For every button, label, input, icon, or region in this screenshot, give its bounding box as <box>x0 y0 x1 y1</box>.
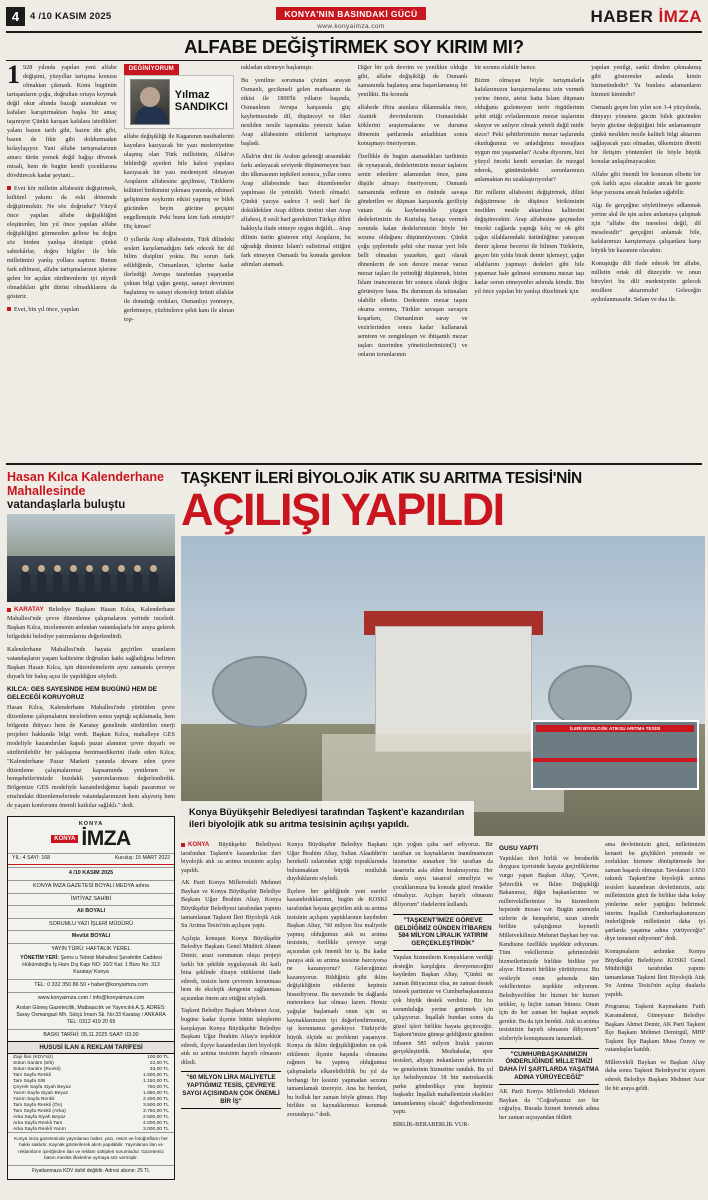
left-story-title <box>7 471 175 511</box>
main-story-city: KONYA <box>188 842 210 849</box>
imprint-address-text: Şems u Tebrizi Mahallesi Şerafettin Caddesi Hükümdoğlu İş Hanı Dış Kapı NO: 10/2 Kat: 1 Büro No: 313 Karatay/ Konya <box>22 955 162 976</box>
masthead-left <box>6 7 111 26</box>
left-story-title-line3: vatandaşlarla buluştu <box>7 498 126 511</box>
tariff-value: 33,00 TL <box>149 1066 169 1072</box>
main-story-para: BİRLİK-BERABERLİK VUR- <box>393 1122 470 1129</box>
tariff-label: Arka Sayfa Siyah Beyaz <box>13 1114 66 1120</box>
masthead <box>0 0 708 30</box>
opinion-column-1 <box>7 60 117 462</box>
main-headline: AÇILIŞI YAPILDI <box>181 484 504 536</box>
masthead-imprint-box <box>7 816 175 1179</box>
masthead-right <box>591 7 703 27</box>
imprint-logo <box>51 827 130 851</box>
column-label: DEĞİNİYORUM <box>124 64 179 75</box>
inset-label: İLERİ BİYOLOJİK ATIKSU ARITMA TESİSİ <box>536 725 694 732</box>
tariff-label: Arka Sayfa Renkli Yarım <box>13 1126 66 1132</box>
tariff-value: 2.500,00 TL <box>142 1114 169 1120</box>
main-story-subhead: GUSU YAPTI <box>499 845 539 853</box>
main-story-para: ama devletimizin gücü, milletimizin kenaeti bu güçlükleri yenmede ve zorlukları hizmete dönüştürmede her zaman başarılı olmuştur. Tavolanın 1.650 rakımlı Taşkent'ine biyolojik arıtma tesisleri kazandıran devletimizin, aziz milletimizin gücü ile birlikte daha kolay yönlerine neler yaptığını belirtmek isterim. İnşallah Cumhurbaşkanımızın önderliğinde milletimizi daha iyi şartlarda yaşatma adına yürüyeceğiz" diye temenni ediyorum" dedi. <box>605 842 705 943</box>
tariff-value: 1.500,00 TL <box>142 1072 169 1078</box>
section-label-haber: HABER <box>590 6 654 26</box>
opinion-para: Bu yenilme sorununa çözüm arayan Osmanlı, gecikmeli gelen matbaanın da etkisi ile 1800'lü yılların başında, Osmanlının Avrupa karşısında güç kaybetmesinde dil, düşünceyi ve fikri nesilden nesile taşımakta yetersiz kalan Arap alfabesinin etkilerini tartışmaya başladı. <box>240 76 351 147</box>
opinion-para: Diğer bir çok devrim ve yenilikte olduğu gibi, alfabe değişikliği de Osmanlı zamanında başlamış ama başarılamamış bir yenilikti. Bu konuda <box>357 64 468 98</box>
imprint-copyright-note: Konya imza gazetesinde yayınlanan haber, yazı, resim ve fotoğrafların her hakkı saklıdır. Kaynak gösterilerek alıntı yapılabilir. Yayınlanan ilan ve reklamların içeriğinden ilan ve reklam sahipleri sorumludur. Gazetemiz basın meslek ilkelerine uymaya söz vermiştir. <box>8 1132 174 1164</box>
main-story-para: Milletvekili Baykan ve Başkan Altay daha sonra Taşkent Belediyesi'ni ziyaret ederek Belediye Başkanı Mehmet Acar ile bir araya geldi. <box>605 1059 705 1092</box>
imprint-issue-row <box>8 853 174 862</box>
brand-slogan: KONYA'NIN BASINDAKİ GÜCÜ <box>276 7 425 20</box>
opinion-para-text: Evet, bin yıl önce, yapılan <box>14 305 79 313</box>
opinion-para: Alfabe gibi önemli bir konunun elbette bir çok farklı açısı olacaktır ancak bir gazete köşe yazısına ancak buladan sığabilir. <box>591 170 701 196</box>
left-story-title-line2: Mahallesinde <box>7 483 86 498</box>
main-story-column-2 <box>287 841 387 1134</box>
left-story-para: Hasan Kılca, Kalenderhane Mahallesi'nde yürütülen çevre düzenleme çalışmalarını incelediren sonra yaptığı açıklamada, hem bölgenin ihtiyacı hem de Karatay genelinde sürdürülen enerji projeleri hakkında bilgi verdi. Başkan Kılca, mahalleye GES modeliyle kazandırılan kapalı pazar alanının çevre duyarlı ve sürdürülebilir bir yaklaşıma benimsedikerini ifade eden Kılca; "Kalenderhane Pazar Marketi yanında devam eden çevre düzenleme çalışmalarımız kapsamında yenilenen ve hemşehrilerimizde buzdaklı yatırımlarımızı değerlendirdik. Bölgemize GES modeliyle kazandırdığımız kapalı pazarımız ve etrafındaki düzenlemelerinde vatandaşlarımızın hem alışveriş hem de yaşam konforunu önemli katkılar sağlıklı." dedi. <box>7 703 175 810</box>
imprint-print-time: BASKI TARİHİ: 05.11.2025 SAAT: 03.00 <box>8 1029 174 1042</box>
tariff-value: 2.400,00 TL <box>142 1096 169 1102</box>
imprint-founded: Kuruluş: 15 MART 2022 <box>114 855 170 862</box>
tariff-value: 1.150,00 TL <box>142 1078 169 1084</box>
imprint-address <box>8 955 174 979</box>
tariff-value: 1.850,00 TL <box>142 1090 169 1096</box>
imprint-logo-imza: İMZA <box>81 827 131 851</box>
opinion-para: Bizim olmayan böyle tartışmalarla kafalarımızın karıştırmalarına izin vermek yerine öteniz, ateist hatta İslam düşmanı olduğunu gizlemeyen terör örgütlerinin şehit ettiği evlatlarımızın mezar taşlarının okuyor ve anlıyor olmak yeterli değil midir sizce? Peki şehitlerimizin mezar taşlarında okuduğumuz ve anladığımız mesajlara uygun mu yaşananlar? Acaba diyorum, bizi yüzyıl önceki kendi sorunları ile mezgul ederek, günümüzdeki sorunlarımızı anlamaktan mı uzaklaştırıyorlar? <box>474 76 585 183</box>
main-story-para: Yapılan hizmetlerin Konyalıların verdiği desteğin karşılığını deveyemeceğini kaydeden Başkan Altay, "Çünkü ne zaman ihtiyacımız olsa, ne zaman destek istesek partimize ve Cumhurbaşkanımıza çok büyük destek verdiniz. Biz bu sorumluluğu yerine getirmek için çalışıyoruz. İnşallah bundan sonra da güzel işleri birlikte hayata geçireceğiz. Taşkent'imize güneşe geldiğimiz gündem itibaren 585 milyon liralık yatırım gerçekleştirdik. Mezbahalar, spor tesisleri, altyapı imkanlarını şehrimizin ve genelerinin hizmetine sunduk. Bu yıl içe belediyemize 18 bin metrekarelik parke gönderdikçe yine hepimiz başkadır. İnşallah mahallemizin eksikleri tamamlanmış olacak" değerlendirmesini yaptı. <box>393 955 493 1116</box>
imprint-brand <box>8 817 174 853</box>
main-story <box>181 471 705 1180</box>
main-story-body <box>181 841 705 1134</box>
imprint-phone[interactable]: TEL: 0 332 350 86 50 • haber@konyaimza.com <box>8 979 174 992</box>
imprint-web[interactable]: www.konyaimza.com / info@konyaimza.com <box>8 992 174 1005</box>
imprint-printer-text: Arslan Güneş Gazetecilik, Matbaacılık ve Yayıncılık A.Ş. ADRES: Saray Osmangazi Mh. Sütçü İmam Sk. No:33 Karatay / ANKARA TEL: 0312 419 20 69 <box>16 1004 166 1025</box>
imprint-printer <box>8 1005 174 1029</box>
opinion-para: alfabede iftira atanlara dâlanmakla önce, Atatürk devrimlerinin Osmanlıdaki köklerini araştırmalarını ve durumu dönemin şartlarında anladıktan sonra konuşmayı öneriyorum. <box>357 103 468 147</box>
main-story-photo <box>181 536 705 836</box>
main-headline-kicker: TAŞKENT İLERİ BİYOLOJİK ATIK SU ARITMA TESİSİ'NİN <box>181 470 582 487</box>
tariff-value: 22,00 TL <box>149 1060 169 1066</box>
imprint-address-label: YÖNETİM YERİ: <box>20 955 59 962</box>
left-story-title-line1: Hasan Kılca Kalenderhane <box>7 470 165 484</box>
main-story-column-3 <box>393 841 493 1134</box>
bullet-icon <box>7 186 11 190</box>
imprint-brand-top: KONYA <box>78 821 104 828</box>
main-story-para: İlçelere her geldiğinde yeni eserler kazandırdıklarının, bugün de KOSKİ tarafından hayata geçirilen atık su arıtma tesisinin açılışını yaptıklarının kaydeden Başkan Altay, "60 milyon lira maliyetle yapmış olduğumuz atık su arıtma tesisinin, özellikle çevreye saygı açısından çok önemli bir iş. Bu kadar paraya atık su arıtma tesisine harcıyorsa ne kazanıyoruz? Geleceğimizi kazanıyoruz. Bildiğiniz gibi iklim değişikliğinin etkilerini hepimiz hissediyoruz. Bu mevzinde bu dağlarda meterekece kar olması lazım. Hemiz yağışlar başlamadı onun için su kaynaklarımızın iyi değerlendirmemiz, işi korumamız gerekiyor. Türkiye'de büyük ölçüde su problemi yaşanıyor. Konya da iklim değişikliğinden en çok etkilenen ilçenin başında olmasına rağmen bu yapmış olduğumuz çalışmalarla elkarebilirlilik bu yıl da berhangi bir kesinti yapmadan sezonu tamamlamak üzereyiz. Ana bu bereket, bu bolluk her zaman böyle gitmez. Hep birlikte su kaynaklarımızı korumak zorundayız." dedi. <box>287 888 387 1118</box>
left-story <box>7 471 175 1180</box>
main-story-column-1 <box>181 841 281 1134</box>
author-last-name: SANDIKCI <box>174 100 228 113</box>
imprint-price-note: Fiyatlanmaza KDV dahil değildir. Adresi abone: 25 TL <box>8 1165 174 1179</box>
opinion-para: Özellikle de bugün atamadıkları tarihimiz de oynayarak, dedelerimizin mezar taşlarını senin edenlere adamından önce, şunu düşüle almayı öneriyorum; Osmanlı zamanında erdimin en önünde savaşa gönderilen ve düşman karşısında geriliyip vatanı da kaybetmekle yüzgen dedelerimizin de Kurtuluş Savaşı vermek zorunda kalan dedelerimizin böyle bir sorunu olduğunu düşünmüyorum. Çünkü çoğu çeplerinde şehit olur mezar yeri bile belli olmadan yazarken, gazi olarak dönenlerin de son dereze mezar varsız mezar taşları ile yetindiği düşünmek, bizim İslam inancımızın bir sonucu olarak doğru görünüyor bana. Bu durumun da istisnaları olabilir elbette. Dedesinin mezar taşını okuma sorunu, Türkler savaşan savaşcu koşarken, Osmanlının saray ve vezirlerinden sonra kadar kullanarak semiren ve zenginleşen ve ihtişamlı mezar taşları üzerinden yöneticilerimizin(!) ve onların torunlarının <box>357 152 468 358</box>
bullet-icon <box>7 307 11 311</box>
tariff-label: Sütun Santim (Renkli) <box>13 1066 61 1072</box>
tariff-value: 100,00 TL <box>147 1054 169 1060</box>
left-story-lead <box>7 605 175 642</box>
left-story-photo <box>7 514 175 602</box>
masthead-center <box>111 4 590 30</box>
tariff-label: Tam Sayfa S/B <box>13 1078 46 1084</box>
author-photo <box>130 79 170 125</box>
tariff-value: 3.750,00 TL <box>142 1108 169 1114</box>
opinion-para: Allah'ın dini ile Arabın geleneği arasındaki farkı anlayacak seviyede düşünemeyen bazı din ülkmasının tepkileri sonucu, yıllar sonra Arap alfabesinde bazı düzenlemeler yapılması ile yetinildi. Yeterli olmadı!. Çünkü yazıya sadece 3 sesli harf ile doküldeklen Arap dilinin üretini olan Arap alfabesi, 8 sesli harf gerektiren Türkçe dilini hakkıyla ifade etmeye uygun değildi... Arap dilinin üstün gösteren etiçi Arapların, bu uğradığı dinimiz İslam'ı sulistimal ettiğini fark etmeyen Osmanlı bu konuda gereken adımları atamadı. <box>240 152 351 268</box>
bullet-icon <box>7 608 11 612</box>
bullet-icon <box>181 843 185 847</box>
main-story-para: AK Parti Konya Milletvekili Mehmet Baykan ve Konya Büyükşehir Belediye Başkanı Uğur İbrahim Altay, Konya Büyükşehir Belediyesi tarafından yapımı tamamlanan Taşkent İleri Biyolojik Atık Su Arıtma Tesisi'nin açılışını yaptı. <box>181 880 281 930</box>
main-story-para: Programa; Taşkent Kaymakamı Fatih Karamahmut, Güneysınır Belediye Başkanı Ahmet Demir, AK Parti Taşkent İlçe Başkanı Mehmet Demirgül, MHP Taşkent İlçe Başkanı Musa Öznoy ve vatandaşlar katıldı. <box>605 1004 705 1054</box>
section-label-imza: İMZA <box>658 6 702 26</box>
left-story-lead-text: Belediye Başkanı Hasan Kılca, Kalenderhane Mahallesi'nde çevre düzenleme çalışmalarını yerinde inceledi. Başkan Kılca, incelemenin ardından vatandaşlarla bir araya gelerek bölgedeki belediye yatırımlarını değerlendirdi. <box>7 606 175 641</box>
left-story-subhead: KILCA: GES SAYESİNDE HEM BUGÜNÜ HEM DE GELECEĞİ KORUYORUZ <box>7 686 157 701</box>
issue-date: 4 /10 KASIM 2025 <box>30 11 112 22</box>
tariff-table <box>8 1054 174 1132</box>
tariff-header: HUSUSİ İLAN & REKLAM TARİFESİ <box>8 1041 174 1054</box>
website-url[interactable]: www.konyaimza.com <box>317 22 385 30</box>
page-number: 4 <box>6 7 25 26</box>
opinion-para-text: Evet kör milletin alfabesini değiştirmek, kültürel yakımı da eski dönemde değiştirmektir. Ne söz doğrudur? Vüzyıl önce yapılan alfabe değişikliğini eleştirenler, bin yıl önce yapılan alfabe değişikliğini görmezden gelirse bu doğru söz birden yanlışa dönüşür çünkü sahtekârlar, doğru bilgiler ile bile milletimizi yanlış yollara saptırır. Bunun fark edilmesi, alfabe tartışmalarının işlerine gelen bir açıdan sürdürenlerin iyi niyetli olmadıkları gibi dürüst olmadıklarını da gösterir. <box>7 184 117 300</box>
main-story-para: için yoğun çaba sarf ediyoruz. Bir taraftan su kaynaklarını inanılmamızın hizmetine sunarken bir taraftan da tasarrufu asla elden bırakmıyoruz. Her damla suyu tasarruf etmeliyiz ve çocuklarımıza bu konuda güzel örnekler olmalıyız. Açılışın hayırlı olmasını diliyorum" ifadelerini kullandı. <box>393 842 493 909</box>
tariff-value: 3.500,00 TL <box>142 1102 169 1108</box>
tariff-label: Yarım Sayfa Siyah Beyaz <box>13 1090 69 1096</box>
main-story-pullquote-2: "TAŞKENT'İMİZE GÖREVE GELDİĞİMİZ GÜNDEN İTİBAREN 584 MİLYON LİRALIK YATIRIM GERÇEKLEŞTİRDİK" <box>393 914 493 951</box>
main-story-pullquote-3: "CUMHURBAŞKANIMIZIN ÖNDERLİĞİNDE MİLLETİMİZİ DAHA İYİ ŞARTLARDA YAŞATMA ADINA YÜRÜYECEĞİZ" <box>499 1048 599 1085</box>
tariff-label: Tam Sayfa Renkli (Ön) <box>13 1102 63 1108</box>
main-story-para: Taşkent Belediye Başkanı Mehmet Acar, bugüne kadar ilçenin bütün taleplerini karşılayan Konya Büyükşehir Belediye Başkanı Uğur İbrahim Altay'a teşekkür ederek, ilçeye kazandırılan ileri biyolojik atık su arıtma tesisinin hayırlı olmasını diledi. <box>181 1008 281 1066</box>
opinion-para: bir sorunu olabilir bence. <box>474 64 537 71</box>
imprint-year-issue: YIL: 4 SAYI: 168 <box>12 855 50 862</box>
tariff-value: 4.000,00 TL <box>142 1120 169 1126</box>
tariff-label: Arka Sayfa Renkli Tam <box>13 1120 63 1126</box>
imprint-subtitle: KONYA İMZA GAZETESİ BOYALI MEDYA adına <box>8 880 174 893</box>
tariff-label: Tam Sayfa Renkli (Arka) <box>13 1108 66 1114</box>
tariff-value: 750,00 TL <box>147 1084 169 1090</box>
opinion-para <box>7 306 117 315</box>
main-story-para: Konya Büyükşehir Belediye Başkanı Uğur İbrahim Altay, Sultan Alaaddin'in hereketli sularından içtiği topraklarında bulunmaktan büyük mutluluk duyduklarını söyledi. <box>287 842 387 883</box>
tariff-value: 3.000,00 TL <box>142 1126 169 1132</box>
tariff-label: Tam Sayfa Renkli <box>13 1072 52 1078</box>
imprint-responsible-label: SORUMLU YAZI İŞLERİ MÜDÜRÜ <box>8 918 174 931</box>
imprint-responsible: Mevlüt BOYALI <box>8 930 174 943</box>
opinion-column-2 <box>124 64 234 462</box>
main-story-para: Yaptıkları ileri birlik ve beraberlik duygusu içerisinde hayata geçirdiklerine vurgu yapan Başkan Altay, "Çevre, Şehircilik ve İklim Değişikliği Bakanımız, diğer başkanlarımız ve milletvekillerimize bu hizmetlerin hepsinde imzası var. Bugün aramızda sizlerin de hemşehrisi, uzun süredir birlikte çalıştığımız kıymetli Milletvekilimiz Mehmet Baykan bey var. Kendisine özellikle teşekkür ediyorum. Tüm vekillerimiz şehrimizdeki hizmetlerimizde birlikte birlikte yer alıyor. Hizmeti birlikte yürütüyoruz. Bu vesileyle onun şahsında tüm vekillerimize teşekkür ediyorum. Belediyecilikte bir hizmet bir hizmet tetikler, iş hiçbir zaman bitmez. Onun için de her zaman bir başkan seçmek gerekir. Bu da işin berekti. Atık su arıtma tesisinizin hayırlı olmasını diliyorum" sözleriyle konuşmasını tamamladı. <box>499 855 599 1042</box>
left-story-para: Kalenderhane Mahallesi'nde hayata geçirilen uzunların vatandaşların yaşam kalitesine doğrudan katkı sağladığına belirten Başkan Hasan Kılca, işin düzenlemelerin aynı zamanda çevreye duyarlı bir bakış açısı ile yapıldığını söyledi. <box>7 646 175 681</box>
opinion-para: O yıllarda Arap alfabesinin, Türk dilindeki sesleri karşılamadığını fark edecek bir dil bilim disiplini yoktu. Bu sorun fark edildiğinde, Osmanlının, içlerine kadar ilerlediği Avrupa tarafından yaşayanlar çoktan bilgi çağın genişi, sanayi devrimini başlatmış ve sanayi ekonoloji ürünü silahlar ile donattığı orduları, Osmanlıyı yenmeye, gerletmeye, yüzbinlerce şehit kanı ile alınan top- <box>123 235 234 324</box>
imprint-publication-type: YAYIN TÜRÜ: HAFTALIK YEREL <box>8 943 174 956</box>
imprint-logo-k: KONYA <box>51 835 78 843</box>
main-story-pullquote-1: "60 MİLYON LİRA MALİYETLE YAPTIĞIMIZ TESİS, ÇEVREYE SAYGI AÇISINDAN ÇOK ÖNEMLİ BİR İŞ" <box>181 1071 281 1108</box>
imprint-distribution-date: 4 /10 KASIM 2025 <box>8 867 174 880</box>
opinion-para: 1928 yılında yapılan yeni alfabe değişimi, yüzyıllar tartışma konusu olmaktan çıkmadı. Konu bugünün tartışanların çoğu, doğrultan ortaya koymak değil okur altında bazağı aramaktan ve kafaları karıştırmaktan başka bir amaç taşımıyor Çünkü karışan kafalara istedikleri yalanı bazen tarih gibi, bazen din gibi, bazen de fikir gibi doldurmadan kolaylaşıyor. Yani alfabe tartışmalarının amacı türün yemek değil bağışı dövmek misali, hem de bugün kendi çocuklarına dövdürecek kadar şeytani... <box>7 60 117 179</box>
opinion-para: yapılan yenilgi, sanki dinden çıkmakmış gibi gösterenler aslında kimin hizmetindedir? Ya bunlara adamanların hizmeti kimindir? <box>591 64 701 98</box>
opinion-para: Algı ile gerçeğine söyletilmeye adlanmak yerine akıl ile işin aslını anlamaya çalışmak için "alfabe din meselesi değil, dil meselesidir" gerçeğini anlamak bile, kafalarımızı karıştırmaya çalışanlara karşı büyük bir kazanım olacaktır. <box>591 201 701 254</box>
opinion-article <box>0 60 708 462</box>
opinion-column-5 <box>474 64 584 462</box>
tariff-label: Çeyrek Sayfa Siyah Beyaz <box>13 1084 71 1090</box>
main-story-column-4 <box>499 841 599 1134</box>
main-story-lead <box>181 841 281 875</box>
opinion-column-4 <box>358 64 468 462</box>
main-story-para: Açılışta konuşan Konya Büyükşehir Belediye Başkanı Genel Müdürü Ahmet Demir, arazi sorununun oluşu projeyi farklı bir şekilde uygulayarak iki katlı bina şeklinde dizayn ettiklerini ifade ederek, tesisin hem çevrenin korunması hem de ekolojik dengenin sağlanması açısından önem arz ettiğini söyledi. <box>181 935 281 1002</box>
main-story-lead-text: Büyükşehir Belediyesi tarafından Taşkent'e kazandırılan ileri biyolojik atık su arıtma tesisinin açılışı yapıldı. <box>181 842 282 874</box>
tariff-label: Zayi İlan (KDV'siz) <box>13 1054 54 1060</box>
opinion-column-6 <box>591 64 701 462</box>
main-story-column-5 <box>605 841 705 1134</box>
opinion-para: alfabe değişikliği ile Kaganının nasihatlerini kayıdara kazıyacak bir yazı medeniyetine ulaşmış olan Türk milletinin, Allah'ın bildirdiği ayetleri bile kalesi yapılara kazıyacak bir yazı medeniyeti olmayan Arapların alfabesine geçilmesi, Türklerin kültürel birikimini yıkması yanında, zihinsel gelişimine soykırım etkisi yapmış ve bilek gücünden beyin gücüne geçişini engellemiştir. Peki bunu kim fark etmiştir? Hiç kimse! <box>123 132 234 230</box>
headline-rule <box>6 60 702 61</box>
author-box <box>124 64 234 129</box>
main-story-para: AK Parti Konya Milletvekili Mehmet Baykan da "Coğrafyamız zor bir coğrafya. Burada hizmet üretmek adına her zaman sıçrayandan öldürü <box>499 1088 599 1121</box>
tariff-label: Yarım Sayfa Renkli <box>13 1096 55 1102</box>
main-story-inset-photo <box>531 720 699 790</box>
opinion-para: Osmanlı geçen bin yılın son 3-4 yüzyılında, dünyayı yönetem gücün bilek gücünden beyin gücüne değiştiğini bile anlamamıştır çünkü nesilden nesile kaliteli bilgi aktarımı sağlayacak yazı olmadan, ülkemizin döretti bir iletişim yöntemleri ile böyle büyük konular anlaşılmayacaktır. <box>591 103 701 165</box>
opinion-para <box>7 185 117 302</box>
author-card <box>124 75 234 129</box>
opinion-column-3 <box>241 64 351 462</box>
left-story-city: KARATAY <box>14 606 44 614</box>
main-story-caption: Konya Büyükşehir Belediyesi tarafından Taşkent'e kazandırılan ileri biyolojik atık su arıtma tesisinin açılışı yapıldı. <box>181 801 474 836</box>
opinion-para: Bir milletin alfabesini değiştirmek, dilini değiştirmese de düşünce birikiminin nesilden nesile aktarılma kalitesini değiştirecektir. Arap alfabesine geçmeden önceki cağlarda yaptığı kılıç ve ok gibi çağın silahlarındaki üstünlüğüne yansıyan demir işleme becerisi ile bilinen Türklerin, geçen bin yılda birak demir işlemeyi, çağın silahlarını yapmayı dedeleri gibi bile yapamaz hale gelmesi sorununu mezar taşı kadar sorun etmeyenler adımda kimdir. Bin yıl önce yapılan bir yanlışı düzeltmek için <box>474 188 585 295</box>
bottom-section <box>0 465 708 1180</box>
imprint-owner: Ali BOYALI <box>8 905 174 918</box>
opinion-headline: ALFABE DEĞİŞTİRMEK SOY KIRIM MI? <box>184 36 524 57</box>
opinion-para: rakladan sürmeye başlamıştı. <box>240 64 313 71</box>
author-first-name: Yılmaz <box>174 89 210 102</box>
tariff-label: Sütun Santim (5/5) <box>13 1060 54 1066</box>
imprint-owner-label: İMTİYAZ SAHİBİ <box>8 893 174 906</box>
main-story-para: Konuşmaların ardından Konya Büyükşehir Belediyesi KOSKİ Genel Müdürlüğü tarafından yapımı tamamlanan Taşkent İleri Biyolojik Atık Su Arıtma Tesisi'nin açılışı dualarla yapıldı. <box>605 948 705 998</box>
author-name <box>175 90 228 113</box>
opinion-para: Konuştuğu dili ifade edecek bir alfabe, milletin ortak dil düzeyidir ve onun bireyleri bu dili medeniyetin gelecek nesillere aktarımıdır! Geleceğin aydınlanmasıdır. Selam ve dua ile. <box>591 259 701 303</box>
